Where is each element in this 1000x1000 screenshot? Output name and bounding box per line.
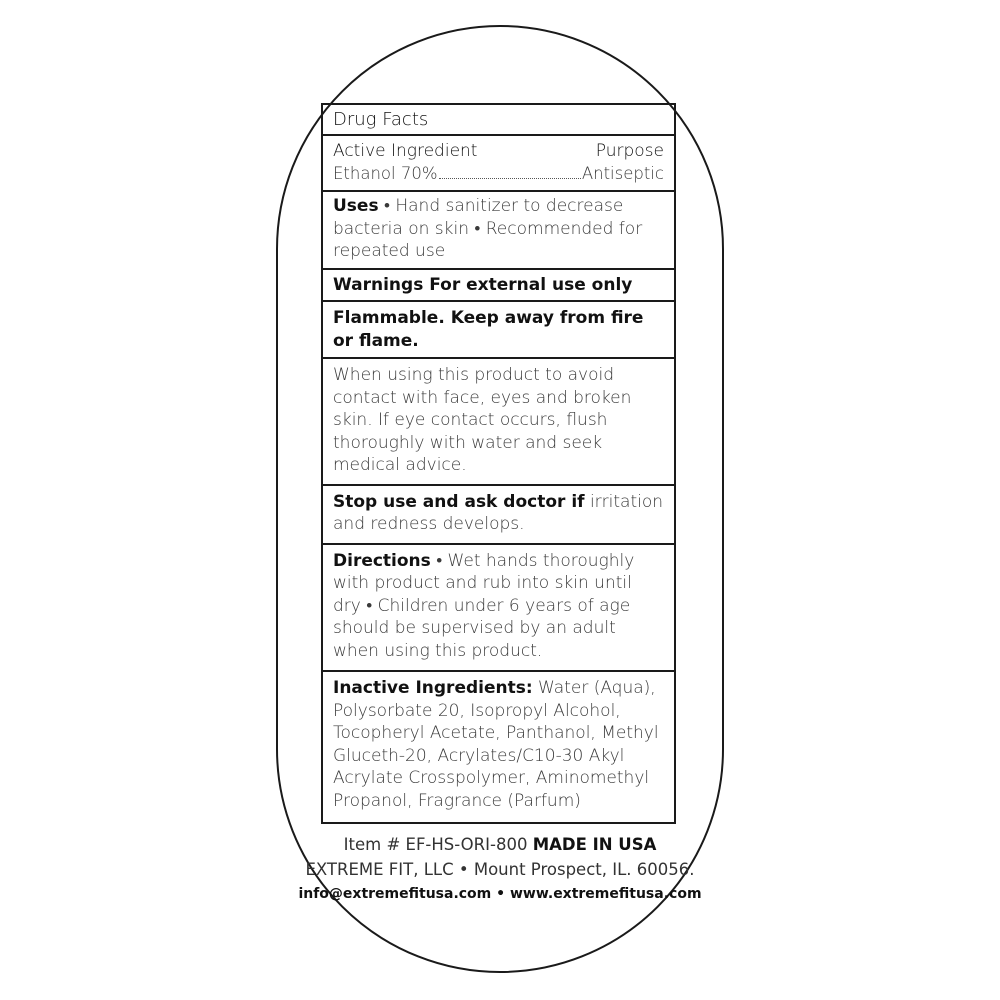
inactive-ingredients-text: Water (Aqua), Polysorbate 20, Isopropyl Alcohol, Tocopheryl Acetate, Panthanol, Methyl Gluceth-20, Acrylates/C10-30 Akyl Acrylate Crosspolymer, Aminomethyl Propanol, Fragrance (Parfum)	[333, 678, 659, 811]
company-line	[276, 860, 724, 879]
directions-text: • Wet hands thoroughly with product and rub into skin until dry • Children under 6 years of age should be supervised by an adult when using this product.	[333, 550, 635, 661]
stop-use-label: Stop use and ask doctor if	[333, 491, 585, 512]
contact-line	[276, 886, 724, 902]
active-ingredient-header-row	[333, 139, 664, 163]
directions-section	[323, 545, 674, 673]
warnings-text: Warnings For external use only	[333, 274, 633, 295]
warnings-section	[323, 270, 674, 303]
item-number: Item # EF-HS-ORI-800	[343, 835, 533, 854]
item-line	[276, 835, 724, 854]
active-ingredient-header: Active Ingredient	[333, 141, 478, 161]
ingredient-purpose: Antiseptic	[581, 164, 664, 183]
drug-facts-title-section	[323, 105, 674, 136]
ingredient-name: Ethanol 70%	[333, 164, 438, 183]
company-address: EXTREME FIT, LLC • Mount Prospect, IL. 60056.	[305, 860, 695, 879]
uses-label: Uses	[333, 196, 379, 216]
uses-section	[323, 192, 674, 270]
when-using-text: When using this product to avoid contact with face, eyes and broken skin. If eye contact occurs, flush thoroughly with water and seek medical advice.	[333, 365, 632, 475]
uses-text: • Hand sanitizer to decrease bacteria on skin • Recommended for repeated use	[333, 196, 643, 261]
drug-facts-panel	[321, 103, 676, 824]
purpose-header: Purpose	[595, 141, 664, 161]
when-using-section	[323, 359, 674, 486]
inactive-ingredients-label: Inactive Ingredients:	[333, 678, 533, 698]
contact-info: info@extremefitusa.com • www.extremefitusa.com	[298, 886, 702, 902]
stop-use-text: irritation and redness develops.	[333, 491, 664, 534]
stop-use-section	[323, 486, 674, 545]
directions-label: Directions	[333, 550, 431, 571]
active-ingredient-row	[333, 163, 664, 185]
inactive-ingredients-section	[323, 672, 674, 822]
flammable-section	[323, 302, 674, 359]
leader-dots	[439, 177, 581, 179]
drug-facts-title: Drug Facts	[333, 109, 429, 130]
made-in-usa: MADE IN USA	[532, 835, 657, 854]
active-ingredient-section	[323, 136, 674, 192]
flammable-text: Flammable. Keep away from fire or flame.	[333, 308, 644, 351]
